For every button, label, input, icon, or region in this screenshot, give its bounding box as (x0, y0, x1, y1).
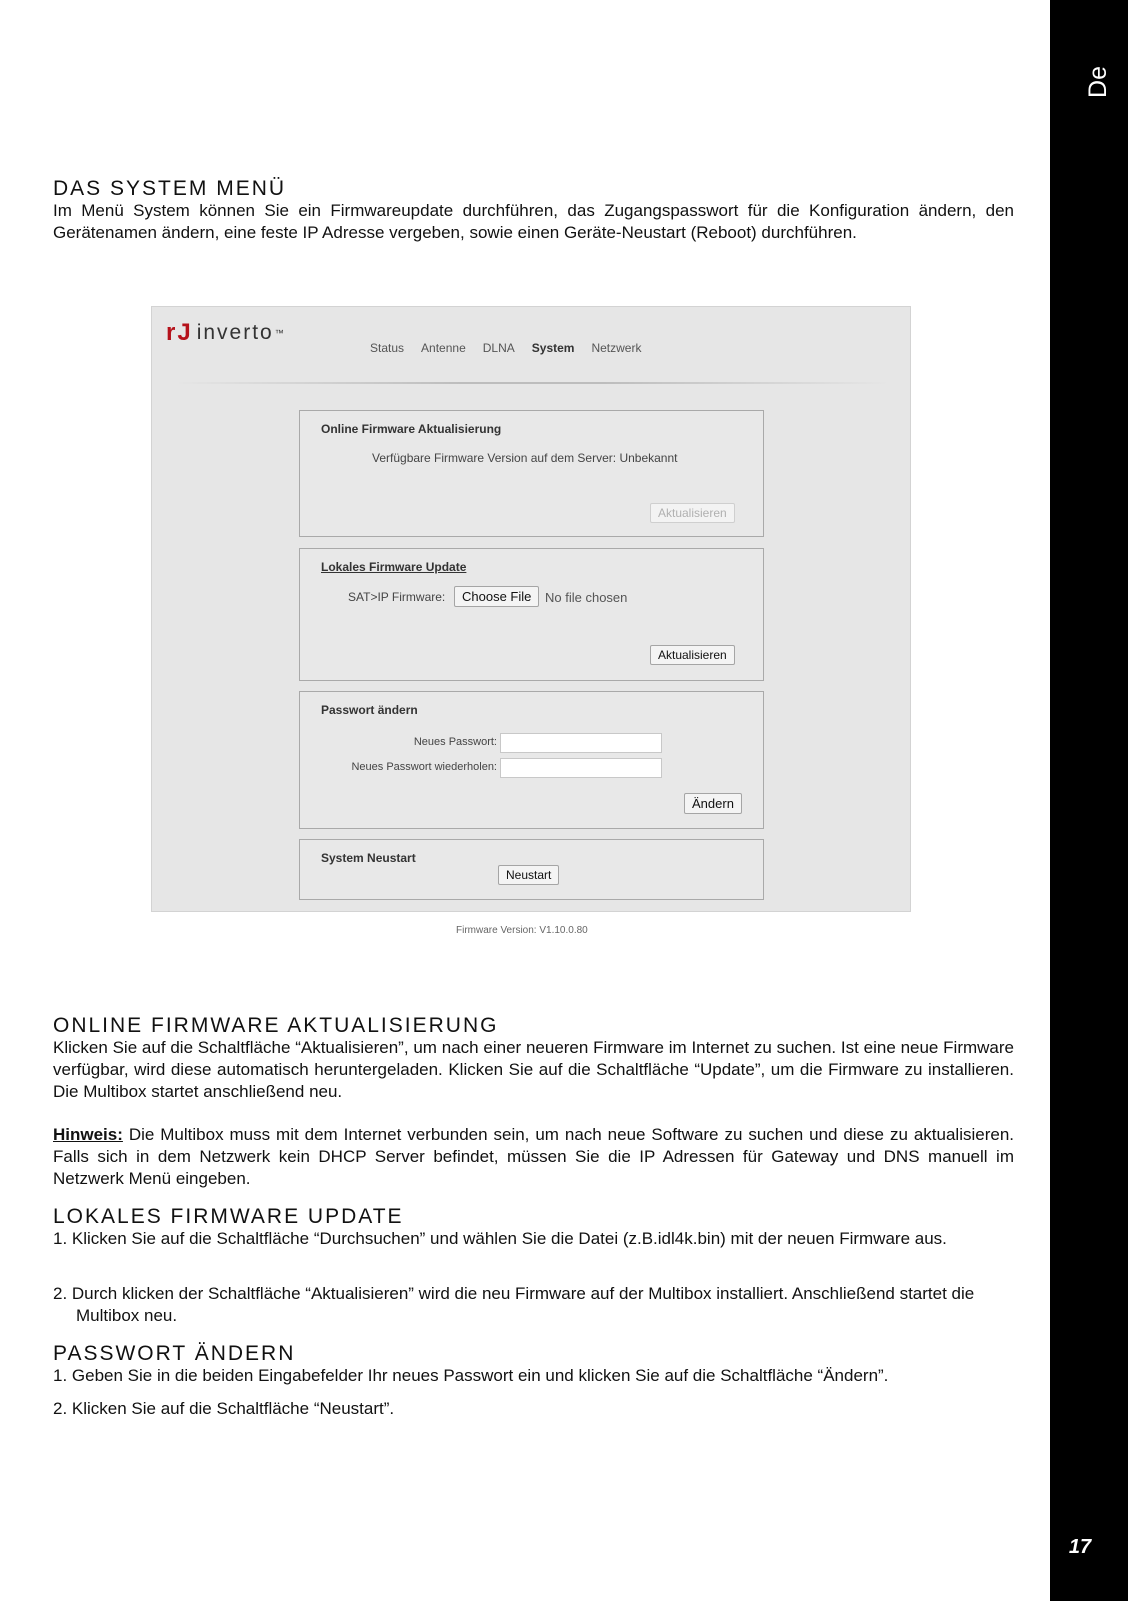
local-firmware-panel (299, 548, 764, 681)
list-item: 2. Klicken Sie auf die Schaltfläche “Neustart”. (53, 1399, 395, 1418)
inverto-logo-text: inverto (196, 321, 274, 344)
change-password-button[interactable]: Ändern (684, 793, 742, 814)
side-bar (1050, 0, 1128, 1601)
repeat-password-input[interactable] (500, 758, 662, 778)
intro-paragraph: Im Menü System können Sie ein Firmwareupdate durchführen, das Zugangspasswort für die Konfiguration ändern, den Gerätenamen ändern, eine feste IP Adresse vergeben, sowie einen Geräte-Neustart (Reboot) durchführen. (53, 201, 1014, 242)
list-item: 1. Geben Sie in die beiden Eingabefelder Ihr neues Passwort ein und klicken Sie auf die Schaltfläche “Ändern”. (53, 1366, 889, 1385)
password-title: Passwort ändern (321, 703, 418, 717)
heading-local-update: LOKALES FIRMWARE UPDATE (53, 1205, 404, 1228)
firmware-version: Firmware Version: V1.10.0.80 (456, 925, 588, 936)
nav-divider (174, 382, 890, 384)
heading-online-update: ONLINE FIRMWARE AKTUALISIERUNG (53, 1014, 499, 1037)
inverto-logo (166, 319, 286, 347)
server-version-info: Verfügbare Firmware Version auf dem Server: Unbekannt (372, 451, 678, 465)
file-status: No file chosen (545, 590, 628, 605)
repeat-password-label: Neues Passwort wiederholen: (351, 761, 497, 773)
local-update-button[interactable]: Aktualisieren (650, 645, 735, 665)
heading-system-menu: DAS SYSTEM MENÜ (53, 177, 287, 200)
online-firmware-panel (299, 410, 764, 537)
hint-label: Hinweis: (53, 1125, 123, 1144)
online-firmware-title: Online Firmware Aktualisierung (321, 422, 502, 436)
nav-netzwerk[interactable]: Netzwerk (591, 341, 642, 355)
new-password-label: Neues Passwort: (413, 736, 497, 748)
nav-dlna[interactable]: DLNA (482, 341, 515, 355)
restart-title: System Neustart (321, 851, 416, 865)
inverto-logo-mark: rJ (166, 319, 193, 346)
online-update-button[interactable]: Aktualisieren (650, 503, 735, 523)
nav-system[interactable]: System (531, 341, 575, 355)
hint-text: Die Multibox muss mit dem Internet verbunden sein, um nach neue Software zu suchen und diese zu aktualisieren. Falls sich in dem Netzwerk kein DHCP Server befindet, müssen Sie die IP Adressen für Gateway und DNS manuell im Netzwerk Menü eingeben. (53, 1125, 1014, 1188)
nav-antenne[interactable]: Antenne (421, 341, 466, 355)
heading-password: PASSWORT ÄNDERN (53, 1342, 296, 1365)
restart-panel (299, 839, 764, 900)
new-password-input[interactable] (500, 733, 662, 753)
nav-status[interactable]: Status (370, 341, 405, 355)
firmware-file-label: SAT>IP Firmware: (348, 590, 446, 604)
trademark-symbol: ™ (274, 328, 286, 338)
list-item: 2. Durch klicken der Schaltfläche “Aktualisieren” wird die neu Firmware auf der Multibox installiert. Anschließend startet die Multibox neu. (53, 1284, 975, 1325)
system-menu-screenshot (151, 306, 911, 912)
choose-file-button[interactable]: Choose File (454, 586, 539, 607)
local-firmware-title: Lokales Firmware Update (321, 560, 467, 574)
language-tab: De (1084, 66, 1112, 98)
list-item: 1. Klicken Sie auf die Schaltfläche “Durchsuchen” und wählen Sie die Datei (z.B.idl4k.bin) mit der neuen Firmware aus. (53, 1229, 947, 1248)
restart-button[interactable]: Neustart (498, 865, 559, 885)
online-update-paragraph: Klicken Sie auf die Schaltfläche “Aktualisieren”, um nach einer neueren Firmware im Internet zu suchen. Ist eine neue Firmware verfügbar, wird diese automatisch heruntergeladen. Klicken Sie auf die Schaltfläche “Update”, um die Firmware zu installieren. Die Multibox startet anschließend neu. (53, 1038, 1014, 1101)
password-panel (299, 691, 764, 829)
page-number: 17 (1068, 1536, 1092, 1558)
hint-paragraph (53, 1124, 1014, 1190)
main-nav (370, 341, 641, 355)
